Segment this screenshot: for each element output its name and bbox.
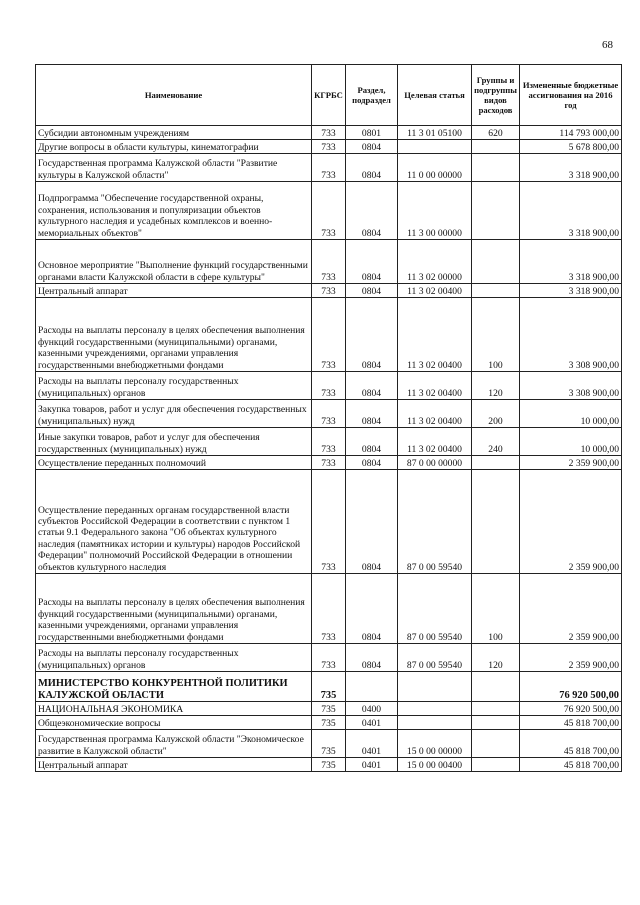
row-kgrbs: 733 [312,154,346,182]
row-target [398,140,472,154]
row-section: 0801 [346,126,398,140]
row-section: 0401 [346,730,398,758]
row-amount: 3 308 900,00 [520,372,622,400]
row-kgrbs: 735 [312,702,346,716]
row-target: 11 3 00 00000 [398,182,472,240]
header-amount: Измененные бюджетные ассигнования на 2016 год [520,65,622,126]
row-target: 11 3 02 00000 [398,240,472,284]
row-amount: 3 318 900,00 [520,182,622,240]
row-group [472,702,520,716]
row-section: 0401 [346,758,398,772]
row-target: 15 0 00 00400 [398,758,472,772]
row-group: 120 [472,372,520,400]
row-amount: 2 359 900,00 [520,456,622,470]
row-section: 0804 [346,240,398,284]
row-kgrbs: 733 [312,182,346,240]
row-amount: 2 359 900,00 [520,644,622,672]
row-kgrbs: 733 [312,574,346,644]
row-target: 11 3 02 00400 [398,284,472,298]
row-target [398,716,472,730]
table-row [36,574,622,644]
row-group: 120 [472,644,520,672]
row-group [472,182,520,240]
row-kgrbs: 733 [312,240,346,284]
row-kgrbs: 733 [312,456,346,470]
row-section: 0804 [346,182,398,240]
row-target: 87 0 00 59540 [398,470,472,574]
header-kgrbs: КГРБС [312,65,346,126]
row-name: Центральный аппарат [36,758,312,772]
row-amount: 114 793 000,00 [520,126,622,140]
row-amount: 2 359 900,00 [520,574,622,644]
row-target: 11 3 01 05100 [398,126,472,140]
row-group: 100 [472,298,520,372]
row-section: 0804 [346,284,398,298]
row-name: Осуществление переданных полномочий [36,456,312,470]
row-section: 0401 [346,716,398,730]
row-target: 87 0 00 59540 [398,574,472,644]
row-name: Расходы на выплаты персоналу в целях обеспечения выполнения функций государственными (муниципальными) органами, казенными учреждениями, органами управления государственными внебюджетными фондами [36,298,312,372]
row-group: 100 [472,574,520,644]
row-kgrbs: 735 [312,758,346,772]
table-row [36,284,622,298]
row-amount: 45 818 700,00 [520,716,622,730]
row-group [472,470,520,574]
row-kgrbs: 733 [312,428,346,456]
row-group: 620 [472,126,520,140]
row-group [472,758,520,772]
header-section: Раздел, подраздел [346,65,398,126]
row-group: 200 [472,400,520,428]
table-row [36,730,622,758]
row-amount: 45 818 700,00 [520,758,622,772]
row-group [472,672,520,702]
row-target: 11 3 02 00400 [398,298,472,372]
row-amount: 3 318 900,00 [520,154,622,182]
row-name: НАЦИОНАЛЬНАЯ ЭКОНОМИКА [36,702,312,716]
row-group: 240 [472,428,520,456]
table-row [36,240,622,284]
row-group [472,284,520,298]
table-row [36,372,622,400]
row-name: Государственная программа Калужской области "Развитие культуры в Калужской области" [36,154,312,182]
table-row [36,716,622,730]
row-name: МИНИСТЕРСТВО КОНКУРЕНТНОЙ ПОЛИТИКИ КАЛУЖСКОЙ ОБЛАСТИ [36,672,312,702]
row-section: 0804 [346,372,398,400]
row-name: Подпрограмма "Обеспечение государственной охраны, сохранения, использования и популяризации объектов культурного наследия и усадебных комплексов и военно-мемориальных объектов" [36,182,312,240]
row-kgrbs: 733 [312,298,346,372]
row-amount: 76 920 500,00 [520,702,622,716]
row-target: 11 0 00 00000 [398,154,472,182]
row-name: Осуществление переданных органам государственной власти субъектов Российской Федерации в соответствии с пунктом 1 статьи 9.1 Федерального закона "Об объектах культурного наследия (памятниках истории и культуры) народов Российской Федерации" полномочий Российской Федерации в отношении объектов культурного наследия [36,470,312,574]
row-section: 0804 [346,574,398,644]
row-name: Закупка товаров, работ и услуг для обеспечения государственных (муниципальных) нужд [36,400,312,428]
row-group [472,456,520,470]
row-amount: 3 308 900,00 [520,298,622,372]
row-group [472,716,520,730]
row-section: 0804 [346,470,398,574]
table-row [36,758,622,772]
table-row [36,644,622,672]
row-name: Другие вопросы в области культуры, кинематографии [36,140,312,154]
table-row [36,298,622,372]
row-group [472,154,520,182]
table-row [36,672,622,702]
page-number: 68 [602,39,613,51]
row-target: 87 0 00 00000 [398,456,472,470]
table-row [36,470,622,574]
row-kgrbs: 733 [312,126,346,140]
row-name: Государственная программа Калужской области "Экономическое развитие в Калужской области" [36,730,312,758]
row-amount: 76 920 500,00 [520,672,622,702]
row-amount: 45 818 700,00 [520,730,622,758]
row-group [472,140,520,154]
row-kgrbs: 735 [312,672,346,702]
row-name: Иные закупки товаров, работ и услуг для обеспечения государственных (муниципальных) нужд [36,428,312,456]
row-target: 11 3 02 00400 [398,428,472,456]
row-amount: 5 678 800,00 [520,140,622,154]
table-row [36,126,622,140]
row-section: 0804 [346,644,398,672]
row-target: 87 0 00 59540 [398,644,472,672]
row-section: 0804 [346,298,398,372]
row-target: 11 3 02 00400 [398,372,472,400]
row-kgrbs: 733 [312,284,346,298]
table-row [36,702,622,716]
row-section: 0400 [346,702,398,716]
row-amount: 3 318 900,00 [520,284,622,298]
table-row [36,182,622,240]
row-kgrbs: 733 [312,644,346,672]
row-group [472,730,520,758]
row-name: Общеэкономические вопросы [36,716,312,730]
row-kgrbs: 733 [312,470,346,574]
row-group [472,240,520,284]
row-amount: 10 000,00 [520,428,622,456]
row-name: Центральный аппарат [36,284,312,298]
row-target: 11 3 02 00400 [398,400,472,428]
row-name: Субсидии автономным учреждениям [36,126,312,140]
header-target: Целевая статья [398,65,472,126]
row-section: 0804 [346,140,398,154]
row-name: Расходы на выплаты персоналу в целях обеспечения выполнения функций государственными (муниципальными) органами, казенными учреждениями, органами управления государственными внебюджетными фондами [36,574,312,644]
table-row [36,400,622,428]
row-target [398,702,472,716]
budget-table [35,64,622,772]
row-kgrbs: 735 [312,716,346,730]
row-amount: 10 000,00 [520,400,622,428]
row-kgrbs: 733 [312,400,346,428]
table-row [36,154,622,182]
table-row [36,140,622,154]
row-section [346,672,398,702]
table-row [36,428,622,456]
row-kgrbs: 733 [312,372,346,400]
row-target [398,672,472,702]
row-kgrbs: 733 [312,140,346,154]
row-kgrbs: 735 [312,730,346,758]
header-group: Группы и подгруппы видов расходов [472,65,520,126]
row-section: 0804 [346,456,398,470]
row-section: 0804 [346,400,398,428]
row-amount: 3 318 900,00 [520,240,622,284]
row-name: Основное мероприятие "Выполнение функций государственными органами власти Калужской области в сфере культуры" [36,240,312,284]
row-name: Расходы на выплаты персоналу государственных (муниципальных) органов [36,372,312,400]
row-target: 15 0 00 00000 [398,730,472,758]
row-name: Расходы на выплаты персоналу государственных (муниципальных) органов [36,644,312,672]
table-header-row [36,65,622,126]
row-section: 0804 [346,428,398,456]
header-name: Наименование [36,65,312,126]
table-row [36,456,622,470]
row-amount: 2 359 900,00 [520,470,622,574]
row-section: 0804 [346,154,398,182]
